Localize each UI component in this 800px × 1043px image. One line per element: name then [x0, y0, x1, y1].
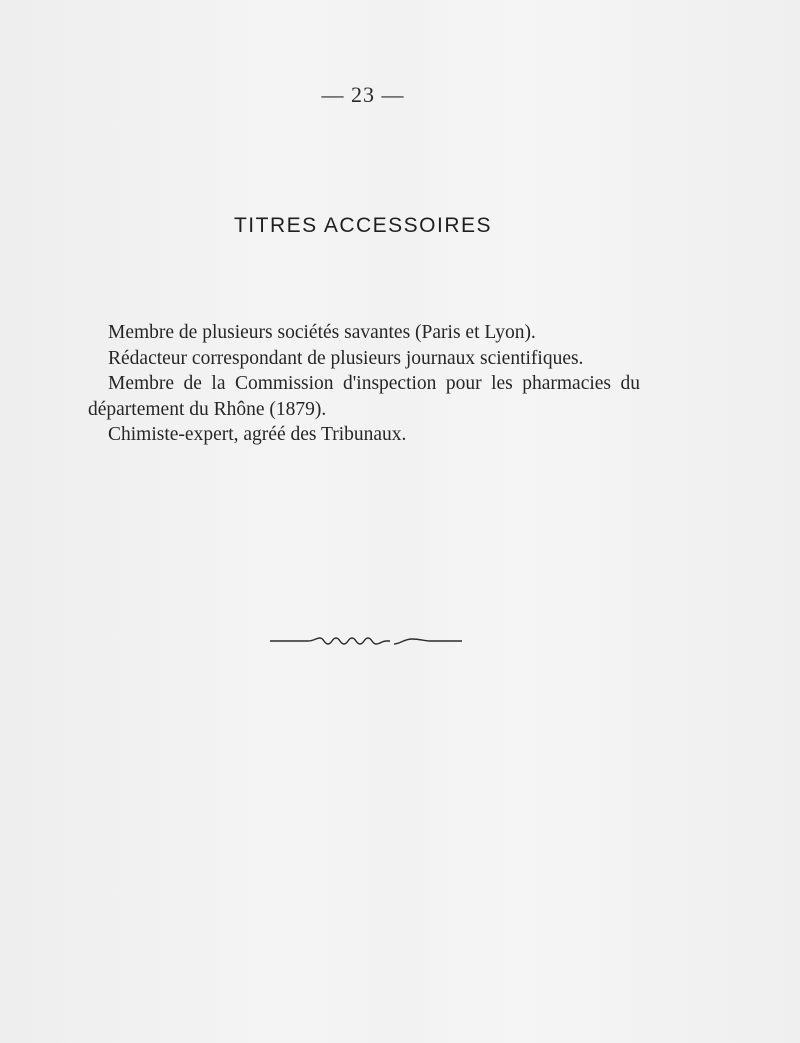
list-item: Membre de plusieurs sociétés savantes (Paris et Lyon). [108, 322, 536, 343]
wavy-rule-icon [270, 630, 462, 650]
titles-list [88, 320, 640, 448]
list-item: Chimiste-expert, agréé des Tribunaux. [108, 424, 407, 445]
list-item: Rédacteur correspondant de plusieurs journaux scientifiques. [108, 347, 584, 369]
list-item: Membre de la Commission d'inspection pour les pharmacies du département du Rhône (1879). [88, 373, 640, 420]
page-number: — 23 — [321, 82, 405, 107]
section-heading: TITRES ACCESSOIRES [233, 214, 493, 237]
